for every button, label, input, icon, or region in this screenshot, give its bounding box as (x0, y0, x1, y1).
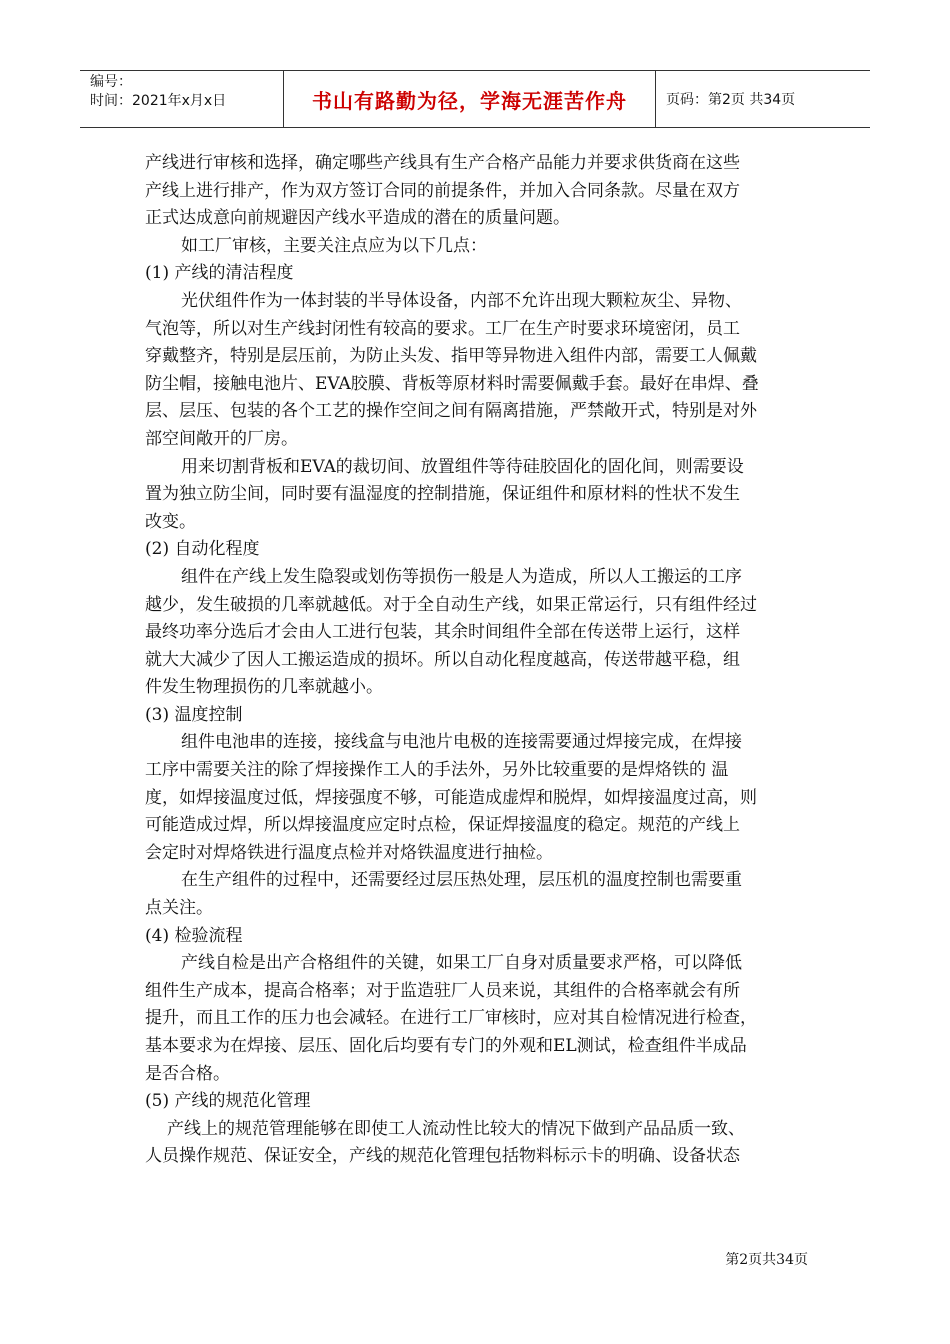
document-header (80, 70, 870, 128)
body-line: 部空间敞开的厂房。 (145, 428, 298, 449)
body-line: 组件在产线上发生隐裂或划伤等损伤一般是人为造成，所以人工搬运的工序 (181, 566, 742, 587)
section-heading: (1) 产线的清洁程度 (145, 263, 294, 284)
body-line: 气泡等，所以对生产线封闭性有较高的要求。工厂在生产时要求环境密闭，员工 (145, 318, 740, 339)
body-line: 光伏组件作为一体封装的半导体设备，内部不允许出现大颗粒灰尘、异物、 (181, 290, 742, 311)
body-line: 点关注。 (145, 898, 213, 919)
section-heading: (2) 自动化程度 (145, 539, 260, 560)
body-line: 在生产组件的过程中，还需要经过层压热处理，层压机的温度控制也需要重 (181, 870, 742, 891)
document-body (145, 150, 810, 1171)
body-line: 置为独立防尘间，同时要有温湿度的控制措施，保证组件和原材料的性状不发生 (145, 484, 740, 505)
page-footer: 第2页共34页 (725, 1252, 808, 1268)
body-line: 产线上的规范管理能够在即使工人流动性比较大的情况下做到产品品质一致、 (167, 1118, 745, 1139)
header-meta (80, 71, 283, 127)
body-line: 防尘帽，接触电池片、EVA胶膜、背板等原材料时需要佩戴手套。最好在串焊、叠 (145, 373, 759, 394)
body-line: 越少，发生破损的几率就越低。对于全自动生产线，如果正常运行，只有组件经过 (145, 594, 757, 615)
body-line: 组件生产成本，提高合格率；对于监造驻厂人员来说，其组件的合格率就会有所 (145, 980, 740, 1001)
body-line: 可能造成过焊，所以焊接温度应定时点检，保证焊接温度的稳定。规范的产线上 (145, 815, 740, 836)
document-date: 时间：2021年x月x日 (90, 93, 227, 109)
body-line: 度，如焊接温度过低，焊接强度不够，可能造成虚焊和脱焊，如焊接温度过高，则 (145, 787, 757, 808)
body-line: 用来切割背板和EVA的裁切间、放置组件等待硅胶固化的固化间，则需要设 (181, 456, 744, 477)
body-line: 提升，而且工作的压力也会减轻。在进行工厂审核时，应对其自检情况进行检查， (145, 1008, 757, 1029)
body-line: 就大大减少了因人工搬运造成的损坏。所以自动化程度越高，传送带越平稳，组 (145, 649, 740, 670)
body-line: 基本要求为在焊接、层压、固化后均要有专门的外观和EL测试，检查组件半成品 (145, 1036, 747, 1056)
header-page-number: 页码：第2页 共34页 (666, 92, 796, 108)
section-heading: (3) 温度控制 (145, 704, 243, 725)
body-line: 件发生物理损伤的几率就越小。 (145, 677, 383, 698)
body-line: 组件电池串的连接，接线盒与电池片电极的连接需要通过焊接完成，在焊接 (181, 732, 742, 753)
section-heading: (4) 检验流程 (145, 925, 243, 946)
header-motto: 书山有路勤为径，学海无涯苦作舟 (283, 71, 656, 127)
body-line: 产线上进行排产，作为双方签订合同的前提条件，并加入合同条款。尽量在双方 (145, 180, 740, 201)
body-line: 最终功率分选后才会由人工进行包装，其余时间组件全部在传送带上运行，这样 (145, 622, 740, 643)
body-line: 是否合格。 (145, 1063, 230, 1084)
body-line: 会定时对焊烙铁进行温度点检并对烙铁温度进行抽检。 (145, 842, 553, 863)
section-heading: (5) 产线的规范化管理 (145, 1091, 311, 1112)
body-line: 人员操作规范、保证安全，产线的规范化管理包括物料标示卡的明确、设备状态 (145, 1146, 740, 1167)
body-line: 改变。 (145, 511, 196, 532)
body-line: 穿戴整齐，特别是层压前，为防止头发、指甲等异物进入组件内部，需要工人佩戴 (145, 346, 757, 367)
body-line: 如工厂审核，主要关注点应为以下几点： (181, 235, 487, 256)
body-line: 层、层压、包装的各个工艺的操作空间之间有隔离措施，严禁敞开式，特别是对外 (145, 401, 757, 422)
body-line: 工序中需要关注的除了焊接操作工人的手法外，另外比较重要的是焊烙铁的 温 (145, 760, 729, 781)
document-number: 编号： (90, 74, 132, 90)
body-line: 产线自检是出产合格组件的关键，如果工厂自身对质量要求严格，可以降低 (181, 953, 742, 974)
body-line: 产线进行审核和选择，确定哪些产线具有生产合格产品能力并要求供货商在这些 (145, 153, 740, 173)
body-line: 正式达成意向前规避因产线水平造成的潜在的质量问题。 (145, 208, 570, 229)
